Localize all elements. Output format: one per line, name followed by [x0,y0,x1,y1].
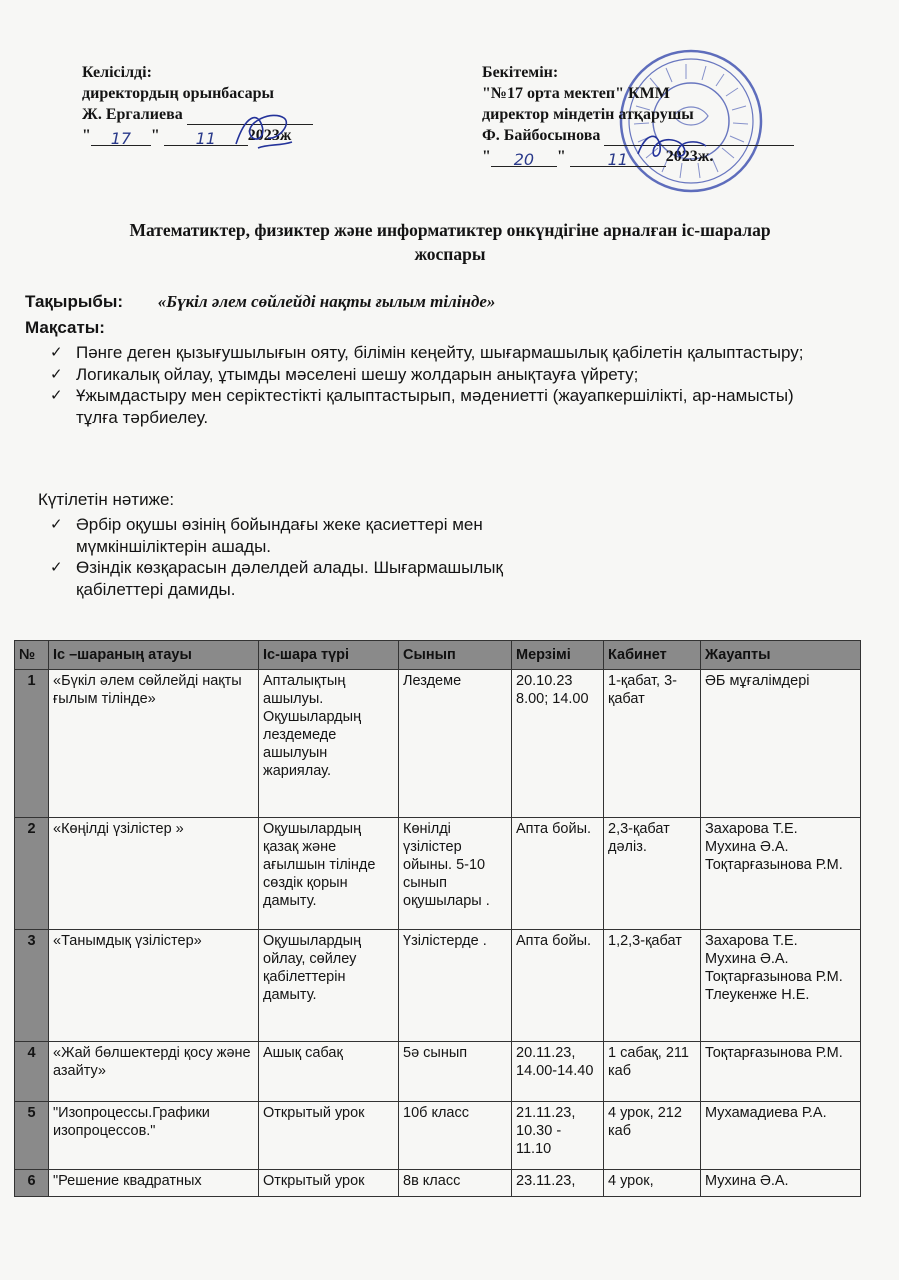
approval-left-name: Ж. Ергалиева [82,106,183,123]
document-title-line1: Математиктер, физиктер және информатиктер онкүндігіне арналған іс-шаралар [129,220,771,240]
cell-responsible: Захарова Т.Е. Мухина Ә.А. Тоқтарғазынова Р.М. [701,818,861,930]
cell-class: Лездеме [399,670,512,818]
column-header-date: Мерзімі [512,641,604,670]
quote-close: " [150,127,160,144]
cell-number: 4 [15,1042,49,1102]
list-item: ✓ Әрбір оқушы өзінің бойындағы жеке қасиеттері мен мүмкіншіліктерін ашады. [50,515,483,556]
cell-class: 8в класс [399,1170,512,1197]
quote-open: " [82,127,91,144]
table-row [15,1102,861,1170]
cell-class: 10б класс [399,1102,512,1170]
date-year-left: 2023ж [247,127,292,144]
document-title-line2: жоспары [414,244,486,264]
checkmark-icon: ✓ [50,515,63,533]
cell-event-type: Апталықтың ашылуы. Оқушылардың лездемеде ашылуын жариялау. [259,670,399,818]
table-row [15,930,861,1042]
document-title [20,218,880,266]
cell-room: 4 урок, 212 каб [604,1102,701,1170]
date-month-left: 11 [164,128,248,146]
cell-room: 1,2,3-қабат [604,930,701,1042]
cell-date: Апта бойы. [512,818,604,930]
cell-event-type: Оқушылардың қазақ және ағылшын тілінде сөздік қорын дамыту. [259,818,399,930]
topic [25,292,495,312]
cell-event-name: «Көңілді үзілістер » [49,818,259,930]
events-plan-table [14,640,861,1197]
cell-date: Апта бойы. [512,930,604,1042]
column-header-class: Сынып [399,641,512,670]
cell-event-type: Открытый урок [259,1102,399,1170]
column-header-number: № [15,641,49,670]
cell-event-name: «Бүкіл әлем сөйлейді нақты ғылым тілінде» [49,670,259,818]
aims-label: Мақсаты: [25,318,105,337]
cell-responsible: Захарова Т.Е. Мухина Ә.А. Тоқтарғазынова Р.М. Тлеукенже Н.Е. [701,930,861,1042]
cell-number: 1 [15,670,49,818]
date-day-left: 17 [91,128,151,146]
expected-results-list [50,514,590,600]
topic-label: Тақырыбы: [25,292,124,311]
quote-open: " [482,148,491,165]
approval-right-heading: Бекітемін: [482,64,559,81]
cell-number: 2 [15,818,49,930]
cell-class: Көнілді үзілістер ойыны. 5-10 сынып оқушылары . [399,818,512,930]
checkmark-icon: ✓ [50,343,63,361]
cell-date: 21.11.23, 10.30 - 11.10 [512,1102,604,1170]
list-item: ✓ Ұжымдастыру мен серіктестікті қалыптастырып, мәдениетті (жауапкершілікті, ар-намысты) тұлға тәрбиелеу. [50,386,794,427]
cell-responsible: Тоқтарғазынова Р.М. [701,1042,861,1102]
cell-responsible: ӘБ мұғалімдері [701,670,861,818]
column-header-room: Кабинет [604,641,701,670]
column-header-responsible: Жауапты [701,641,861,670]
cell-event-name: «Жай бөлшектерді қосу және азайту» [49,1042,259,1102]
date-month-right: 11 [570,149,666,167]
cell-event-type: Оқушылардың ойлау, сөйлеу қабілеттерін дамыту. [259,930,399,1042]
cell-number: 5 [15,1102,49,1170]
handwritten-signature-left [228,104,298,156]
list-item: ✓ Өзіндік көзқарасын дәлелдей алады. Шығармашылық қабілеттері дамиды. [50,558,503,599]
aims-list [50,342,840,428]
expected-result-label: Күтілетін нәтиже: [38,490,175,509]
table-row [15,1042,861,1102]
cell-event-name: "Решение квадратных [49,1170,259,1197]
handwritten-signature-right [632,126,712,170]
cell-date: 20.11.23, 14.00-14.40 [512,1042,604,1102]
cell-responsible: Мухамадиева Р.А. [701,1102,861,1170]
cell-room: 1-қабат, 3- қабат [604,670,701,818]
approval-left-heading: Келісілді: [82,64,152,81]
cell-responsible: Мухина Ә.А. [701,1170,861,1197]
list-item: ✓ Пәнге деген қызығушылығын ояту, білімін кеңейту, шығармашылық қабілетін қалыптастыру; [50,343,804,362]
date-year-right: 2023ж. [665,148,714,165]
approval-right-name: Ф. Байбосынова [482,127,601,144]
cell-event-type: Открытый урок [259,1170,399,1197]
cell-number: 6 [15,1170,49,1197]
column-header-event-name: Іс –шараның атауы [49,641,259,670]
topic-value: «Бүкіл әлем сөйлейді нақты ғылым тілінде» [157,292,496,311]
checkmark-icon: ✓ [50,386,63,404]
cell-class: Үзілістерде . [399,930,512,1042]
table-header-row [15,641,861,670]
cell-date: 23.11.23, [512,1170,604,1197]
cell-class: 5ә сынып [399,1042,512,1102]
cell-event-name: «Танымдық үзілістер» [49,930,259,1042]
checkmark-icon: ✓ [50,558,63,576]
cell-room: 2,3-қабат дәліз. [604,818,701,930]
date-day-right: 20 [491,149,557,167]
table-row [15,1170,861,1197]
cell-event-type: Ашық сабақ [259,1042,399,1102]
approval-left-position: директордың орынбасары [82,85,274,102]
cell-event-name: "Изопроцессы.Графики изопроцессов." [49,1102,259,1170]
cell-number: 3 [15,930,49,1042]
quote-close: " [556,148,566,165]
table-row [15,818,861,930]
cell-room: 4 урок, [604,1170,701,1197]
checkmark-icon: ✓ [50,364,63,383]
list-item: ✓ Логикалық ойлау, ұтымды мәселені шешу жолдарын анықтауға үйрету; [50,364,639,384]
table-row [15,670,861,818]
column-header-event-type: Іс-шара түрі [259,641,399,670]
cell-date: 20.10.23 8.00; 14.00 [512,670,604,818]
cell-room: 1 сабақ, 211 каб [604,1042,701,1102]
approval-right-position: директор міндетін атқарушы [482,106,694,123]
approval-right-school: "№17 орта мектеп" КММ [482,85,670,102]
